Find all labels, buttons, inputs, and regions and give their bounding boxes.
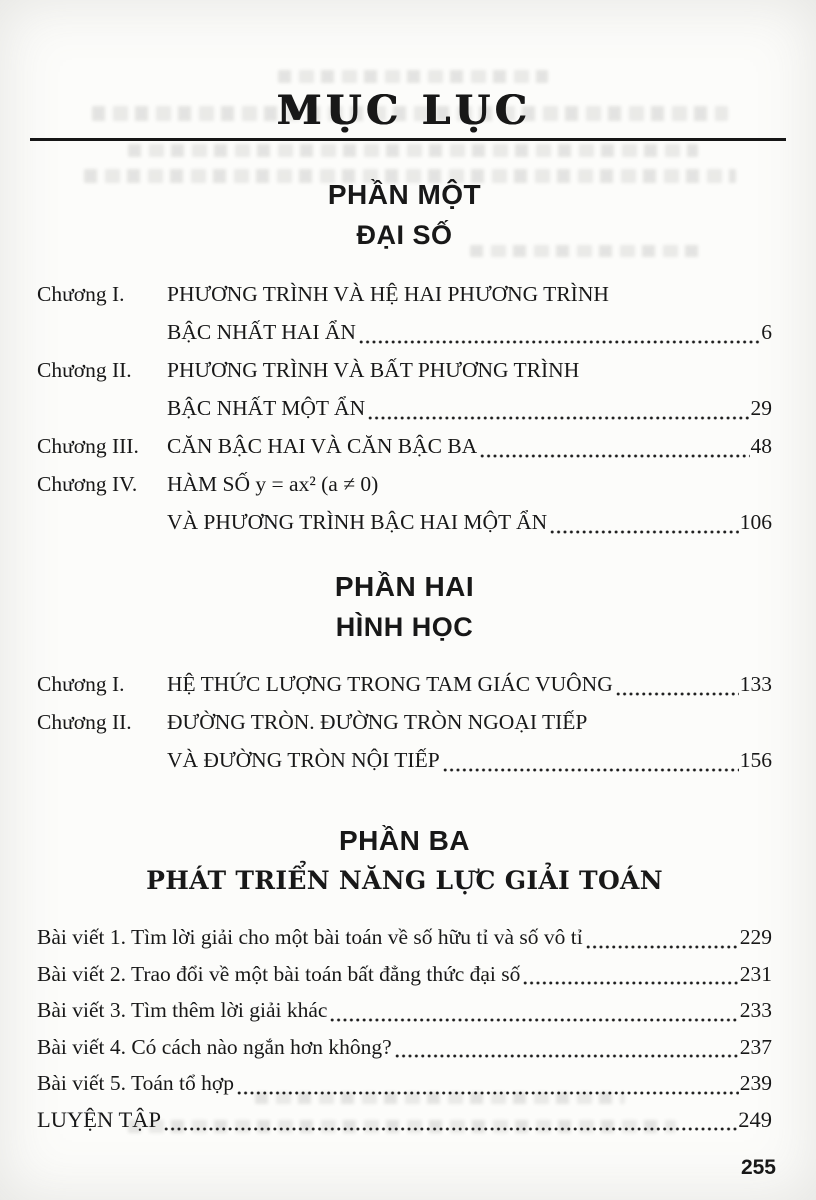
chapter-title-line: VÀ PHƯƠNG TRÌNH BẬC HAI MỘT ẨN (167, 510, 548, 535)
page-title: MỤC LỤC (277, 87, 532, 134)
chapter-body (167, 275, 772, 351)
toc-entry-chapter-1 (37, 275, 772, 351)
article-title: Bài viết 5. Toán tổ hợp (37, 1071, 234, 1096)
toc-entry-chapter-4 (37, 465, 772, 541)
chapter-label: Chương I. (37, 282, 125, 307)
dot-leader (586, 944, 739, 950)
chapter-title-line: VÀ ĐƯỜNG TRÒN NỘI TIẾP (167, 748, 440, 773)
part-three-article-list (37, 919, 772, 1138)
chapter-page-number: 133 (739, 672, 772, 697)
chapter-title-line: HỆ THỨC LƯỢNG TRONG TAM GIÁC VUÔNG (167, 672, 613, 697)
chapter-page-number: 156 (739, 748, 772, 773)
dot-leader (359, 339, 760, 345)
article-title: Bài viết 2. Trao đổi về một bài toán bất đẳng thức đại số (37, 961, 521, 986)
part-two-chapter-list (37, 665, 772, 779)
toc-entry-chapter-2 (37, 351, 772, 427)
article-page-number: 239 (739, 1071, 772, 1096)
dot-leader (395, 1053, 739, 1059)
part-two-subheading: HÌNH HỌC (335, 612, 474, 643)
chapter-page-number: 106 (739, 510, 772, 535)
part-three-heading: PHẦN BA (338, 825, 471, 857)
chapter-title-line: PHƯƠNG TRÌNH VÀ HỆ HAI PHƯƠNG TRÌNH (167, 282, 609, 307)
article-title: LUYỆN TẬP (37, 1106, 161, 1132)
part-one-chapter-list (37, 275, 772, 541)
chapter-label: Chương II. (37, 358, 132, 383)
toc-entry-chapter-1 (37, 665, 772, 703)
chapter-page-number: 29 (750, 396, 772, 421)
chapter-body (167, 703, 772, 779)
toc-entry-article-2 (37, 956, 772, 993)
title-rule-divider (30, 138, 786, 141)
dot-leader (523, 980, 738, 986)
dot-leader (550, 529, 739, 535)
page-number-folio: 255 (740, 1156, 776, 1179)
chapter-title-line: ĐƯỜNG TRÒN. ĐƯỜNG TRÒN NGOẠI TIẾP (167, 710, 588, 735)
dot-leader (368, 415, 749, 421)
toc-entry-article-1 (37, 919, 772, 956)
dot-leader (480, 453, 749, 459)
toc-entry-luyen-tap (37, 1102, 772, 1139)
chapter-label: Chương IV. (37, 472, 138, 497)
chapter-label: Chương II. (37, 710, 132, 735)
toc-entry-article-5 (37, 1065, 772, 1102)
dot-leader (616, 691, 739, 697)
dot-leader (330, 1017, 738, 1023)
part-three-section (37, 825, 772, 1138)
chapter-label: Chương I. (37, 672, 125, 697)
chapter-page-number: 6 (761, 320, 772, 345)
chapter-title-line: BẬC NHẤT HAI ẨN (167, 320, 356, 345)
chapter-page-number: 48 (750, 434, 772, 459)
article-page-number: 233 (739, 998, 772, 1023)
article-page-number: 229 (739, 925, 772, 950)
part-one-section (37, 179, 772, 541)
chapter-label: Chương III. (37, 434, 139, 459)
dot-leader (237, 1090, 739, 1096)
part-three-subheading: PHÁT TRIỂN NĂNG LỰC GIẢI TOÁN (146, 865, 663, 895)
part-one-subheading: ĐẠI SỐ (356, 220, 453, 251)
article-page-number: 249 (738, 1106, 772, 1132)
chapter-body (167, 351, 772, 427)
chapter-body (167, 665, 772, 703)
part-one-heading: PHẦN MỘT (327, 179, 482, 210)
part-two-heading: PHẦN HAI (334, 571, 475, 603)
article-title: Bài viết 1. Tìm lời giải cho một bài toán về số hữu tỉ và số vô tỉ (37, 925, 583, 950)
toc-entry-chapter-2 (37, 703, 772, 779)
dot-leader (443, 767, 739, 773)
chapter-title-line: HÀM SỐ y = ax² (a ≠ 0) (167, 472, 379, 497)
chapter-body (167, 427, 772, 465)
chapter-body (167, 465, 772, 541)
chapter-title-line: PHƯƠNG TRÌNH VÀ BẤT PHƯƠNG TRÌNH (167, 358, 580, 383)
toc-entry-chapter-3 (37, 427, 772, 465)
part-two-section (37, 571, 772, 779)
dot-leader (164, 1126, 737, 1132)
chapter-title-line: BẬC NHẤT MỘT ẨN (167, 396, 366, 421)
article-page-number: 231 (739, 961, 772, 986)
toc-entry-article-4 (37, 1029, 772, 1066)
toc-entry-article-3 (37, 992, 772, 1029)
article-title: Bài viết 4. Có cách nào ngắn hơn không? (37, 1034, 392, 1059)
article-title: Bài viết 3. Tìm thêm lời giải khác (37, 998, 328, 1023)
article-page-number: 237 (739, 1034, 772, 1059)
chapter-title-line: CĂN BẬC HAI VÀ CĂN BẬC BA (167, 434, 478, 459)
